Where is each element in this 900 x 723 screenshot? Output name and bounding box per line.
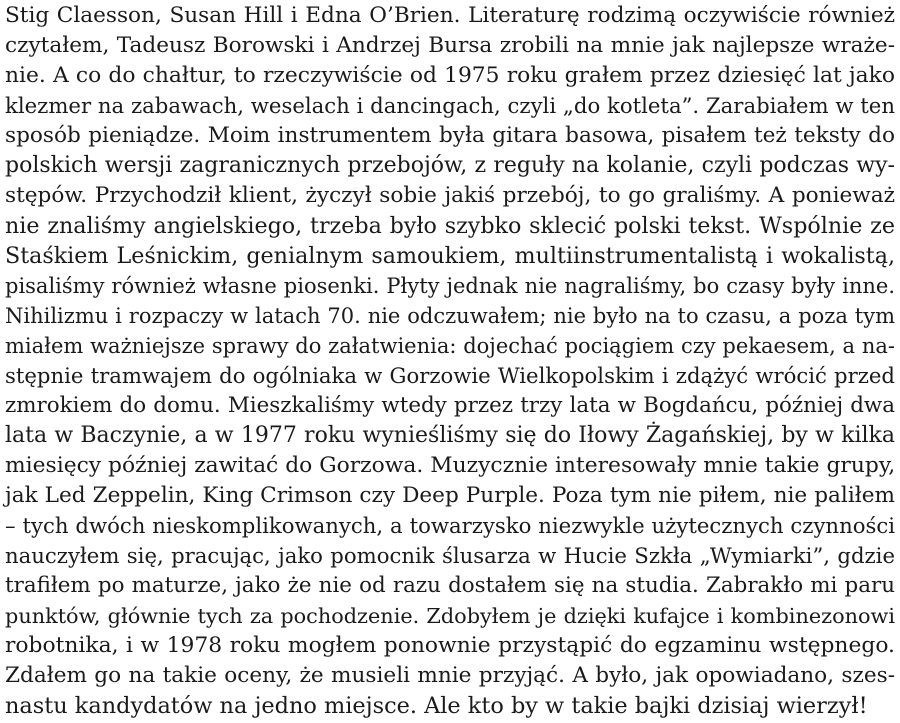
- text-line: stępów. Przychodził klient, życzył sobie jakiś przebój, to go graliśmy. A ponieważ: [5, 183, 895, 208]
- text-line: robotnika, i w 1978 roku mogłem ponownie przystąpić do egzaminu wstępnego.: [5, 633, 895, 658]
- text-line: zmrokiem do domu. Mieszkaliśmy wtedy przez trzy lata w Bogdańcu, później dwa: [5, 393, 895, 418]
- text-line: sposób pieniądze. Moim instrumentem była gitara basowa, pisałem też teksty do: [5, 123, 895, 148]
- text-line: czytałem, Tadeusz Borowski i Andrzej Bursa zrobili na mnie jak najlepsze wraże-: [5, 33, 895, 58]
- text-line: stępnie tramwajem do ogólniaka w Gorzowie Wielkopolskim i zdążyć wrócić przed: [5, 363, 895, 388]
- text-line: lata w Baczynie, a w 1977 roku wynieśliśmy się do Iłowy Żagańskiej, by w kilka: [5, 423, 895, 448]
- text-line: polskich wersji zagranicznych przebojów, z reguły na kolanie, czyli podczas wy-: [5, 153, 895, 178]
- text-line: Staśkiem Leśnickim, genialnym samoukiem, multiinstrumentalistą i wokalistą,: [5, 243, 895, 269]
- text-line: pisaliśmy również własne piosenki. Płyty jednak nie nagraliśmy, bo czasy były inne.: [5, 274, 895, 298]
- text-line: miesięcy później zawitać do Gorzowa. Muzycznie interesowały mnie takie grupy,: [5, 453, 896, 478]
- text-line: nastu kandydatów na jedno miejsce. Ale kto by w takie bajki dzisiaj wierzył!: [5, 693, 868, 719]
- text-line: klezmer na zabawach, weselach i dancingach, czyli „do kotleta”. Zarabiałem w ten: [5, 93, 895, 118]
- text-line: Nihilizmu i rozpaczy w latach 70. nie odczuwałem; nie było na to czasu, a poza tym: [5, 304, 895, 328]
- text-line: nie znaliśmy angielskiego, trzeba było szybko sklecić polski tekst. Wspólnie ze: [5, 213, 895, 239]
- text-line: Stig Claesson, Susan Hill i Edna O’Brien. Literaturę rodzimą oczywiście również: [5, 3, 895, 28]
- text-line: nauczyłem się, pracując, jako pomocnik ślusarza w Hucie Szkła „Wymiarki”, gdzie: [5, 543, 895, 568]
- text-line: – tych dwóch nieskomplikowanych, a towarzysko niezwykle użytecznych czynności: [5, 513, 895, 538]
- text-line: trafiłem po maturze, jako że nie od razu dostałem się na studia. Zabrakło mi paru: [5, 573, 895, 598]
- text-line: nie. A co do chałtur, to rzeczywiście od 1975 roku grałem przez dziesięć lat jako: [5, 63, 895, 88]
- text-line: punktów, głównie tych za pochodzenie. Zdobyłem je dzięki kufajce i kombinezonowi: [5, 604, 895, 628]
- text-line: Zdałem go na takie oceny, że musieli mnie przyjąć. A było, jak opowiadano, szes-: [5, 663, 895, 688]
- text-line: jak Led Zeppelin, King Crimson czy Deep Purple. Poza tym nie piłem, nie paliłem: [5, 483, 895, 508]
- text-line: miałem ważniejsze sprawy do załatwienia: dojechać pociągiem czy pekaesem, a na-: [5, 334, 895, 358]
